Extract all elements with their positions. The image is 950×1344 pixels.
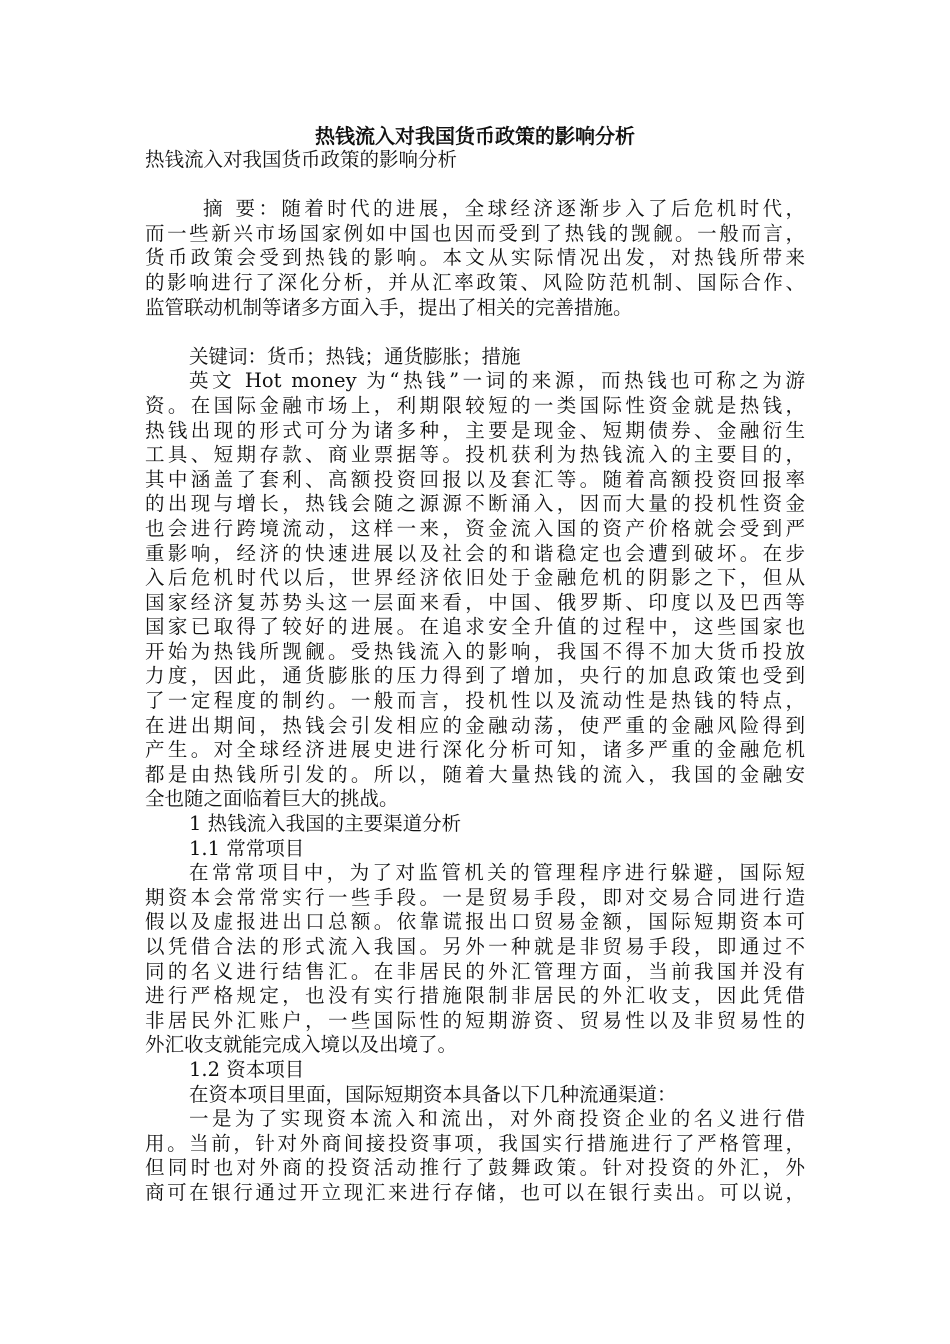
text-line: 一是为了实现资本流入和流出，对外商投资企业的名义进行借	[189, 1107, 805, 1131]
text-line: 的出现与增长，热钱会随之源源不断涌入，因而大量的投机性资金	[145, 492, 805, 516]
subsection-heading: 1.1 常常项目	[189, 836, 305, 860]
text-line: 其中涵盖了套利、高额投资回报以及套汇等。随着高额投资回报率	[145, 467, 805, 491]
text-line: 外汇收支就能完成入境以及出境了。	[145, 1033, 458, 1057]
text-line: 而一些新兴市场国家例如中国也因而受到了热钱的觊觎。一般而言，	[145, 221, 805, 245]
text-line: 热钱出现的形式可分为诸多种，主要是现金、短期债券、金融衍生	[145, 418, 805, 442]
document-title: 热钱流入对我国货币政策的影响分析	[315, 124, 635, 148]
text-line: 商可在银行通过开立现汇来进行存储，也可以在银行卖出。可以说，	[145, 1180, 805, 1204]
text-line: 监管联动机制等诸多方面入手，提出了相关的完善措施。	[145, 295, 633, 319]
text-line: 入后危机时代以后，世界经济依旧处于金融危机的阴影之下，但从	[145, 566, 805, 590]
text-line: 开始为热钱所觊觎。受热钱流入的影响，我国不得不加大货币投放	[145, 639, 805, 663]
text-line: 在进出期间，热钱会引发相应的金融动荡，使严重的金融风险得到	[145, 713, 805, 737]
text-line: 都是由热钱所引发的。所以，随着大量热钱的流入，我国的金融安	[145, 762, 805, 786]
text-line: 货币政策会受到热钱的影响。本文从实际情况出发，对热钱所带来	[145, 246, 805, 270]
document-body	[145, 148, 805, 1206]
text-line: 期资本会常常实行一些手段。一是贸易手段，即对交易合同进行造	[145, 885, 805, 909]
keywords-line: 关键词：货币；热钱；通货膨胀；措施	[189, 344, 521, 368]
text-line: 国家已取得了较好的进展。在追求安全升值的过程中，这些国家也	[145, 615, 805, 639]
text-line: 用。当前，针对外商间接投资事项，我国实行措施进行了严格管理，	[145, 1131, 805, 1155]
text-line: 了一定程度的制约。一般而言，投机性以及流动性是热钱的特点，	[145, 689, 805, 713]
section-1-1-paragraph	[145, 861, 805, 1058]
blank-line	[145, 173, 805, 198]
text-line: 在常常项目中，为了对监管机关的管理程序进行躲避，国际短	[189, 861, 805, 885]
text-line: 产生。对全球经济进展史进行深化分析可知，诸多严重的金融危机	[145, 738, 805, 762]
text-line: 力度，因此，通货膨胀的压力得到了增加，央行的加息政策也受到	[145, 664, 805, 688]
text-line: 也会进行跨境流动，这样一来，资金流入国的资产价格就会受到严	[145, 516, 805, 540]
paragraph-line: 在资本项目里面，国际短期资本具备以下几种流通渠道：	[189, 1082, 677, 1106]
text-line: 重影响，经济的快速进展以及社会的和谐稳定也会遭到破坏。在步	[145, 541, 805, 565]
text-line: 假以及虚报进出口总额。依靠谎报出口贸易金额，国际短期资本可	[145, 910, 805, 934]
subsection-heading: 1.2 资本项目	[189, 1057, 305, 1081]
abstract-paragraph	[145, 197, 805, 320]
text-line: 的影响进行了深化分析，并从汇率政策、风险防范机制、国际合作、	[145, 270, 805, 294]
text-line: 国家经济复苏势头这一层面来看，中国、俄罗斯、印度以及巴西等	[145, 590, 805, 614]
section-1-2-paragraph	[145, 1107, 805, 1205]
text-line: 全也随之面临着巨大的挑战。	[145, 787, 399, 811]
blank-line	[145, 320, 805, 345]
text-line: 以凭借合法的形式流入我国。另外一种就是非贸易手段，即通过不	[145, 935, 805, 958]
text-line: 但同时也对外商的投资活动推行了鼓舞政策。针对投资的外汇，外	[145, 1156, 805, 1180]
text-line: 摘 要：随着时代的进展，全球经济逐渐步入了后危机时代，	[203, 197, 805, 221]
text-line: 同的名义进行结售汇。在非居民的外汇管理方面，当前我国并没有	[145, 959, 805, 983]
text-line: 进行严格规定，也没有实行措施限制非居民的外汇收支，因此凭借	[145, 984, 805, 1008]
text-line: 英文 Hot money 为“热钱”一词的来源，而热钱也可称之为游	[189, 369, 805, 393]
text-line: 资。在国际金融市场上，利期限较短的一类国际性资金就是热钱，	[145, 393, 805, 417]
text-line: 非居民外汇账户，一些国际性的短期游资、贸易性以及非贸易性的	[145, 1008, 805, 1032]
section-heading: 1 热钱流入我国的主要渠道分析	[189, 812, 462, 836]
intro-paragraph	[145, 369, 805, 812]
document-subtitle: 热钱流入对我国货币政策的影响分析	[145, 148, 458, 171]
text-line: 工具、短期存款、商业票据等。投机获利为热钱流入的主要目的，	[145, 443, 805, 467]
